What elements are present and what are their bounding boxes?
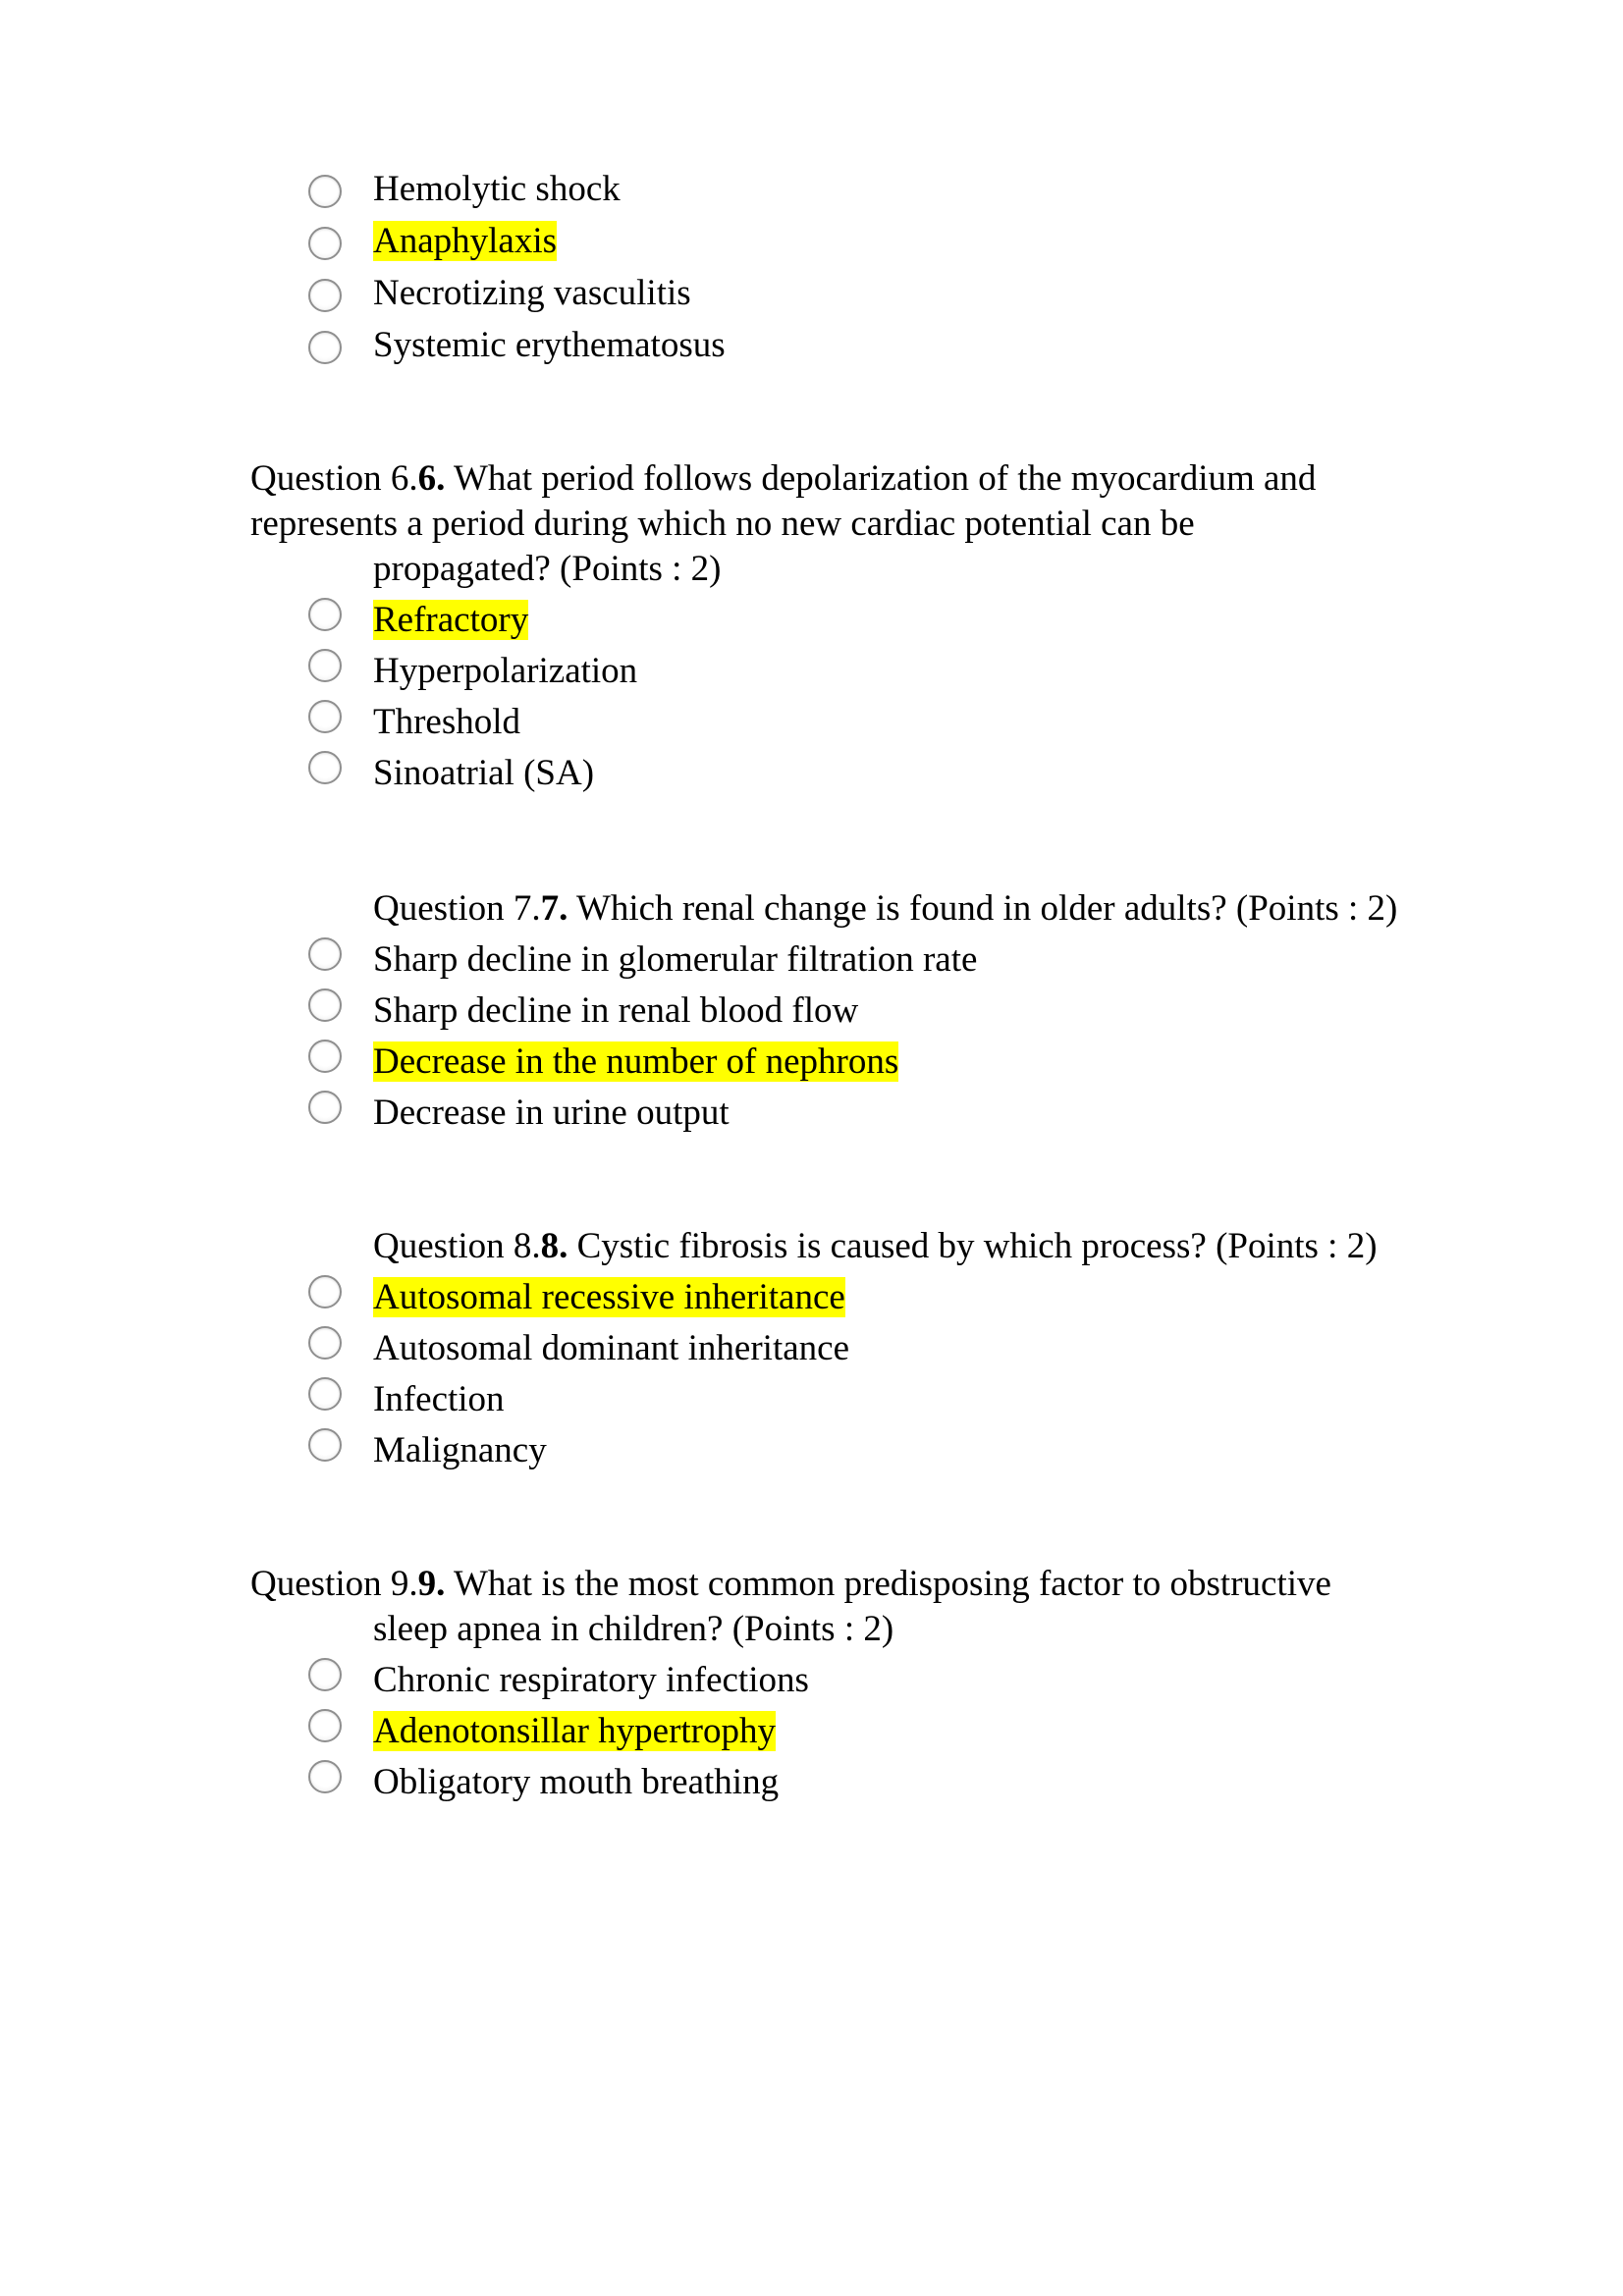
radio-q7-option-1[interactable]: [308, 937, 342, 971]
radio-q6-option-4[interactable]: [308, 751, 342, 784]
radio-q5-option-3[interactable]: [308, 279, 342, 312]
q9-prompt-line-1: Question 9.9. What is the most common predisposing factor to obstructive: [250, 1564, 1331, 1604]
q6-prompt-line-1: [250, 456, 1316, 502]
answer-highlight: Refractory: [373, 600, 529, 640]
answer-highlight: Adenotonsillar hypertrophy: [373, 1711, 776, 1751]
radio-q7-option-2[interactable]: [308, 988, 342, 1022]
q7-option-3-label: [373, 1040, 898, 1085]
q6-text: What period follows depolarization of the myocardium and: [445, 458, 1317, 499]
answer-highlight: Anaphylaxis: [373, 221, 558, 261]
q6-option-3-label: Threshold: [373, 702, 521, 742]
q8-option-4-label: Malignancy: [373, 1430, 547, 1470]
radio-q5-option-2[interactable]: [308, 227, 342, 260]
radio-q8-option-1[interactable]: [308, 1275, 342, 1308]
q9-option-1-label: Chronic respiratory infections: [373, 1660, 809, 1700]
radio-q7-option-4[interactable]: [308, 1091, 342, 1124]
q6-option-4-label: Sinoatrial (SA): [373, 753, 595, 793]
radio-q9-option-2[interactable]: [308, 1709, 342, 1742]
q6-prefix: Question 6.: [250, 458, 418, 499]
q6-prompt-line-2: represents a period during which no new cardiac potential can be: [250, 504, 1195, 544]
q7-option-4-label: Decrease in urine output: [373, 1093, 730, 1133]
radio-q6-option-1[interactable]: [308, 598, 342, 631]
q8-option-1-label: [373, 1275, 845, 1320]
radio-q7-option-3[interactable]: [308, 1040, 342, 1073]
answer-highlight: Autosomal recessive inheritance: [373, 1277, 845, 1317]
q6-option-1-label: [373, 598, 528, 643]
q7-option-2-label: Sharp decline in renal blood flow: [373, 990, 859, 1031]
radio-q8-option-2[interactable]: [308, 1326, 342, 1360]
radio-q8-option-4[interactable]: [308, 1428, 342, 1462]
q5-option-1-label: Hemolytic shock: [373, 169, 621, 209]
q6-number: 6.: [417, 458, 446, 499]
radio-q9-option-1[interactable]: [308, 1658, 342, 1691]
q8-option-3-label: Infection: [373, 1379, 505, 1419]
q8-option-2-label: Autosomal dominant inheritance: [373, 1328, 849, 1368]
radio-q6-option-2[interactable]: [308, 649, 342, 682]
q6-option-2-label: Hyperpolarization: [373, 651, 638, 691]
radio-q6-option-3[interactable]: [308, 700, 342, 733]
radio-q5-option-1[interactable]: [308, 175, 342, 208]
answer-highlight: Decrease in the number of nephrons: [373, 1041, 899, 1082]
q9-option-3-label: Obligatory mouth breathing: [373, 1762, 780, 1802]
q7-prompt: Question 7.7. Which renal change is found in older adults? (Points : 2): [373, 888, 1398, 929]
q5-option-2-label: [373, 219, 557, 264]
q8-prompt: Question 8.8. Cystic fibrosis is caused by which process? (Points : 2): [373, 1226, 1378, 1266]
q5-option-3-label: Necrotizing vasculitis: [373, 273, 691, 313]
q5-option-4-label: Systemic erythematosus: [373, 325, 726, 365]
radio-q5-option-4[interactable]: [308, 331, 342, 364]
radio-q9-option-3[interactable]: [308, 1760, 342, 1793]
radio-q8-option-3[interactable]: [308, 1377, 342, 1411]
q9-option-2-label: [373, 1709, 776, 1754]
q9-prompt-line-2: sleep apnea in children? (Points : 2): [373, 1609, 894, 1649]
q6-prompt-line-3: propagated? (Points : 2): [373, 549, 722, 589]
q7-option-1-label: Sharp decline in glomerular filtration rate: [373, 939, 978, 980]
